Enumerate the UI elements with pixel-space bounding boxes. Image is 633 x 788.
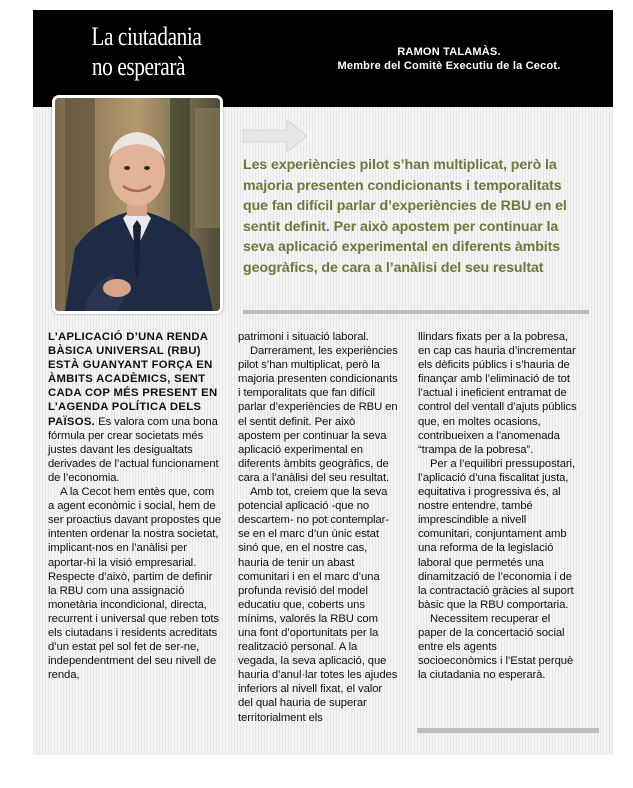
article-title: [91, 22, 202, 82]
article-lead: L’APLICACIÓ D’UNA RENDA BÀSICA UNIVERSAL (RBU) ESTÀ GUANYANT FORÇA EN ÀMBITS ACADÈMICS, SENT CADA COP MÉS PRESENT EN L’AGENDA POLÍTICA DELS PAÏSOS.: [48, 331, 218, 428]
pull-quote-divider: [243, 310, 589, 314]
article-paragraph-3: patrimoni i situació laboral.: [238, 331, 369, 343]
article-paragraph-1: Es valora com una bona fórmula per crear societats més justes davant les desigualtats derivades de l’actual funcionament de l’economia.: [48, 415, 219, 484]
article-paragraph-4: Darrerament, les experiències pilot s’han multiplicat, però la majoria presenten condicionants i temporalitats que fan difícil parlar d’experiències de RBU en el sentit definit. Per això apostem per continuar la seva aplicació experimental en diferents àmbits geogràfics, de cara a l’anàlisi del seu resultat.: [238, 345, 398, 484]
article-paragraph-5: Amb tot, creiem que la seva potencial aplicació -que no descartem- no pot contemplar-se en el marc d’un únic estat sinó que, en el nostre cas, hauria de tenir un abast comunitari i en el marc d’una profunda revisió del model educatiu que, coberts uns mínims, valorés la RBU com una font d’oportunitats per la realització personal. A la vegada, la seva aplicació, que hauria d’anul·lar totes les ajudes inferiors al nivell fixat, el valor del qual hauria de superar territorialment els: [238, 486, 398, 724]
article-paragraph-2: A la Cecot hem entès que, com a agent econòmic i social, hem de ser proactius davant propostes que intenten ordenar la nostra societat, implicant-nos en l’anàlisi per aportar-hi la visió empresarial. Respecte d’això, partim de definir la RBU com una assignació monetària incondicional, directa, recurrent i universal que reben tots els ciutadans i residents acreditats d’un estat pel sol fet de ser-ne, independentment del seu nivell de renda,: [48, 486, 222, 682]
article-column-2: [238, 330, 398, 725]
article-paragraph-7: Per a l’equilibri pressupostari, l’aplicació d’una fiscalitat justa, equitativa i progressiva és, al nostre entendre, també imprescindible a nivell comunitari, conjuntament amb una reforma de la legislació laboral que permetés una dinamització de l’economia i de la contractació gràcies al suport bàsic que la RBU comportaria.: [418, 457, 575, 611]
title-line-2: no esperarà: [91, 52, 186, 81]
article-column-1: [48, 330, 223, 682]
arrow-icon: [241, 118, 309, 154]
article-page: [33, 10, 613, 755]
author-byline: [291, 45, 607, 73]
end-divider: [417, 728, 599, 733]
author-role: Membre del Comitè Executiu de la Cecot.: [337, 60, 561, 72]
portrait-illustration: [55, 98, 220, 311]
pull-quote: Les experiències pilot s’han multiplicat, però la majoria presenten condicionants i temporalitats que fan difícil parlar d’experiències de RBU en el sentit definit. Per això apostem per continuar la seva aplicació experimental en diferents àmbits geogràfics, de cara a l’anàlisi del seu resultat: [243, 157, 567, 276]
title-line-1: La ciutadania: [91, 22, 202, 51]
author-photo: [52, 95, 223, 314]
article-column-3: [418, 330, 578, 682]
article-paragraph-8: Necessitem recuperar el paper de la concertació social entre els agents socioeconòmics i l’Estat perquè la ciutadania no esperarà.: [418, 612, 574, 682]
header-bar: [33, 10, 613, 107]
author-name: RAMON TALAMÀS.: [397, 46, 501, 58]
article-paragraph-6: llindars fixats per a la pobresa, en cap cas hauria d’incrementar els dèficits públics i s’hauria de finançar amb l’eliminació de tot l’actual i ineficient entramat de control del ventall d’ajuts públics que, en moltes ocasions, contribueixen a l’anomenada “trampa de la pobresa”.: [418, 331, 577, 456]
